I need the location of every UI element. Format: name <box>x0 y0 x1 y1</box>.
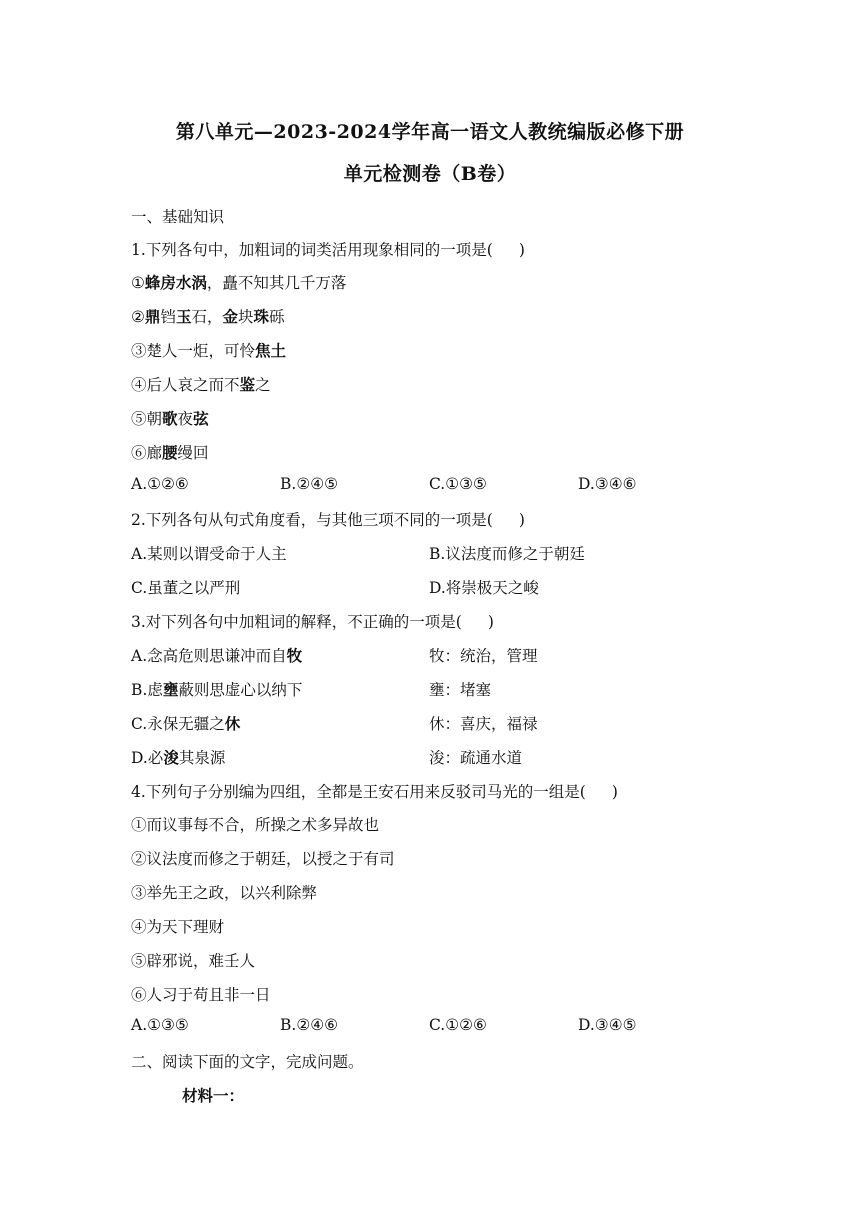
q1-item-5: ⑤朝歌夜弦 <box>131 409 209 428</box>
q3-option-d: D.必浚其泉源 <box>131 748 226 767</box>
question-1-stem: 1.下列各句中，加粗词的词类活用现象相同的一项是( ) <box>131 241 525 259</box>
question-4-stem: 4.下列句子分别编为四组，全都是王安石用来反驳司马光的一组是( ) <box>131 783 618 801</box>
q1-item-6: ⑥廊腰缦回 <box>131 443 209 462</box>
document-subtitle: 单元检测卷（B卷） <box>343 163 517 185</box>
q4-option-a: A.①③⑤ <box>131 1016 189 1034</box>
q3-option-b: B.虑壅蔽则思虚心以纳下 <box>131 680 303 699</box>
question-3-stem: 3.对下列各句中加粗词的解释，不正确的一项是( ) <box>131 613 494 631</box>
q1-option-b: B.②④⑤ <box>280 475 339 493</box>
q4-option-b: B.②④⑥ <box>280 1016 339 1034</box>
q4-item-1: ①而议事每不合，所操之术多异故也 <box>131 816 380 834</box>
q4-option-c: C.①②⑥ <box>429 1016 487 1034</box>
q4-item-4: ④为天下理财 <box>131 918 225 936</box>
q4-item-2: ②议法度而修之于朝廷，以授之于有司 <box>131 850 395 868</box>
q2-option-a: A.某则以谓受命于人主 <box>131 545 287 563</box>
q1-item-4: ④后人哀之而不鉴之 <box>131 375 271 394</box>
q4-option-d: D.③④⑤ <box>578 1016 637 1034</box>
q4-item-5: ⑤辟邪说，难壬人 <box>131 952 256 970</box>
material-one-label: 材料一： <box>182 1086 245 1105</box>
q2-option-b: B.议法度而修之于朝廷 <box>429 545 585 563</box>
q1-item-2: ②鼎铛玉石，金块珠砾 <box>131 307 285 326</box>
q3-option-d-gloss: 浚：疏通水道 <box>429 749 523 767</box>
q3-option-c: C.永保无疆之休 <box>131 714 241 733</box>
q3-option-b-gloss: 壅：堵塞 <box>429 681 492 699</box>
q2-option-d: D.将崇极天之峻 <box>429 579 539 597</box>
question-2-stem: 2.下列各句从句式角度看，与其他三项不同的一项是( ) <box>131 511 525 529</box>
q3-option-a-gloss: 牧：统治，管理 <box>429 647 538 665</box>
document-title: 第八单元—2023-2024学年高一语文人教统编版必修下册 <box>175 121 685 143</box>
q4-item-6: ⑥人习于苟且非一日 <box>131 986 271 1004</box>
q1-option-a: A.①②⑥ <box>131 475 189 493</box>
section-heading-reading: 二、阅读下面的文字，完成问题。 <box>131 1053 364 1071</box>
q4-item-3: ③举先王之政，以兴利除弊 <box>131 884 318 902</box>
q3-option-c-gloss: 休：喜庆，福禄 <box>429 715 538 733</box>
section-heading-basics: 一、基础知识 <box>131 208 225 226</box>
q1-item-1: ①蜂房水涡，矗不知其几千万落 <box>131 273 347 292</box>
q1-option-d: D.③④⑥ <box>578 475 637 493</box>
q2-option-c: C.虽董之以严刑 <box>131 579 241 597</box>
q1-option-c: C.①③⑤ <box>429 475 487 493</box>
q3-option-a: A.念高危则思谦冲而自牧 <box>131 646 303 665</box>
q1-item-3: ③楚人一炬，可怜焦土 <box>131 341 287 360</box>
